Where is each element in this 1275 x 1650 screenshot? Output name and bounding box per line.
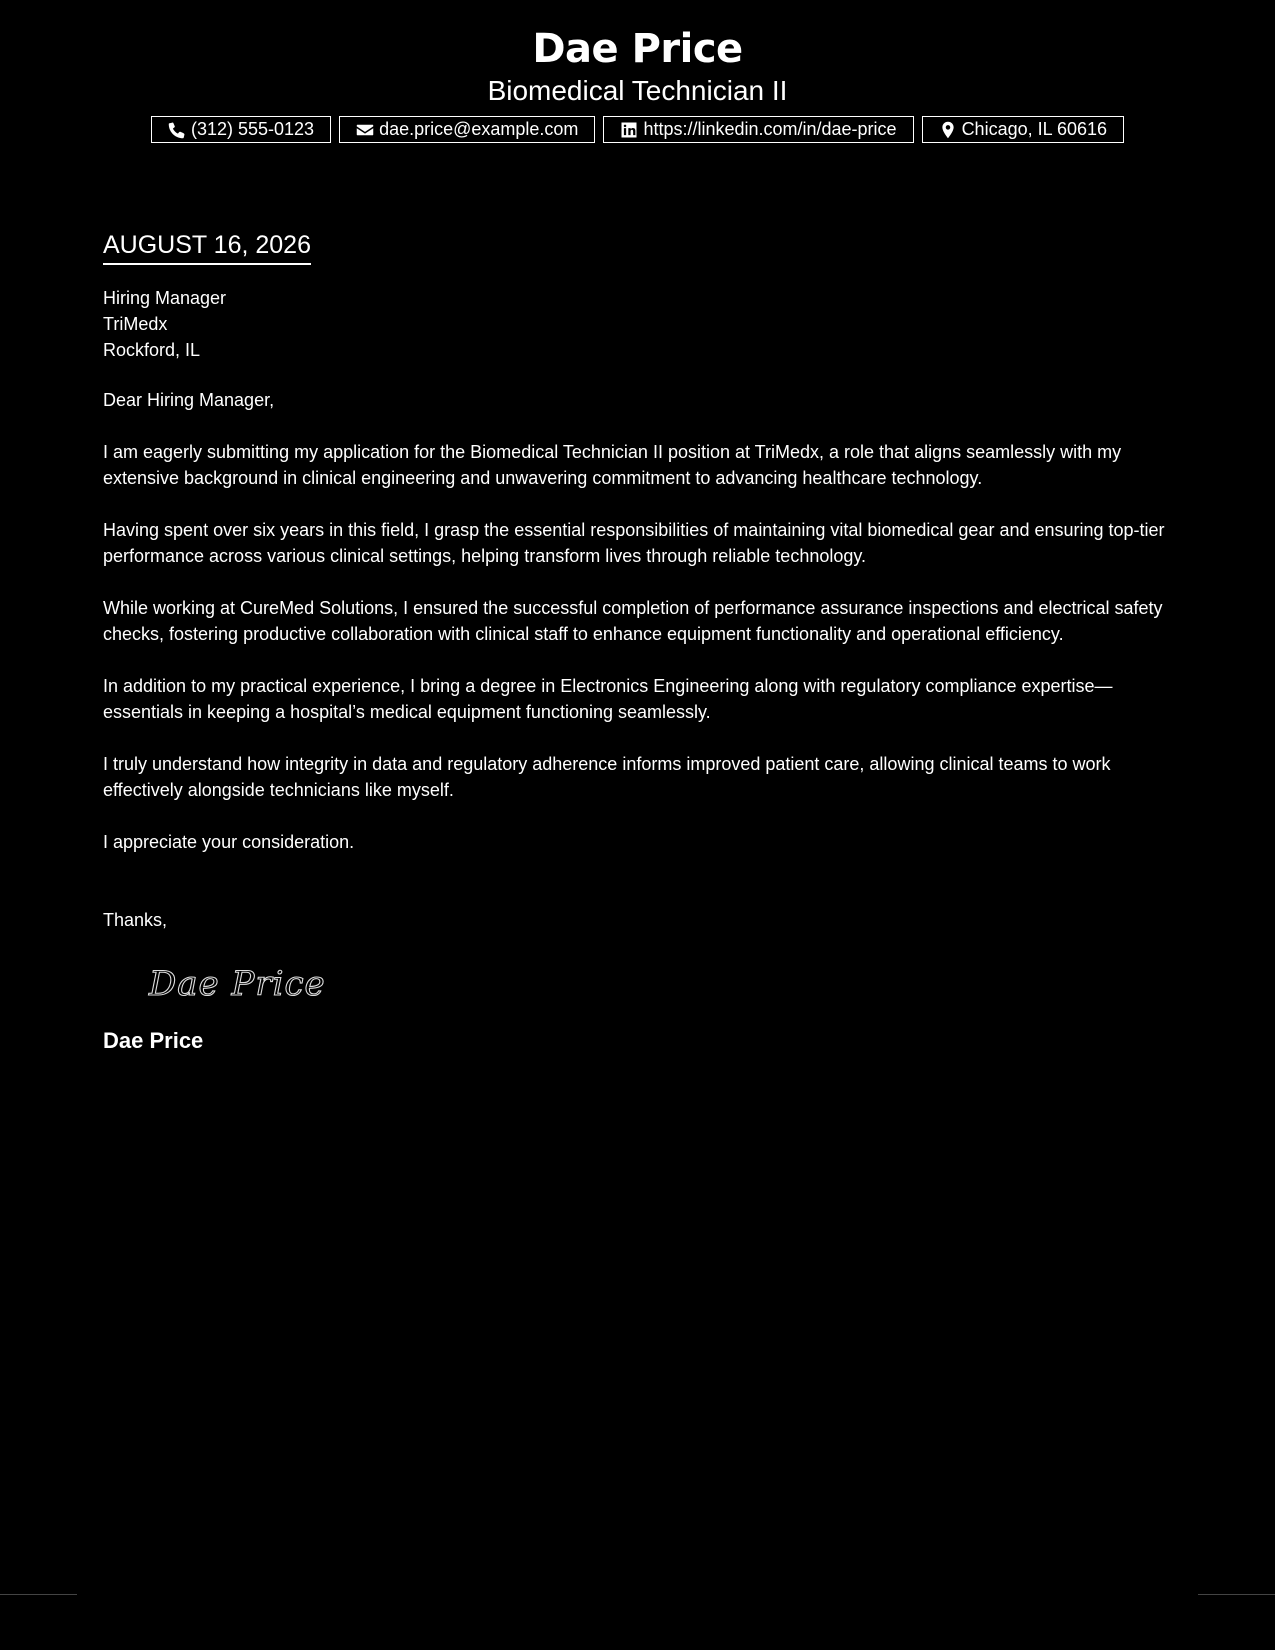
linkedin-text: https://linkedin.com/in/dae-price [643,119,897,139]
linkedin-icon [620,121,638,139]
closing: Thanks, [103,910,168,930]
contact-bar [0,116,1275,143]
location-text: Chicago, IL 60616 [961,119,1108,139]
letter-header [0,24,1275,143]
signature-text: Dae Price [149,964,326,1004]
body-paragraph: While working at CureMed Solutions, I ensured the successful completion of performance assurance inspections and electrical safety checks, fostering productive collaboration with clinical staff to enhance equipment functionality and operational efficiency. [103,598,1163,644]
body-paragraph: I truly understand how integrity in data and regulatory adherence informs improved patient care, allowing clinical teams to work effectively alongside technicians like myself. [103,754,1111,800]
salutation: Dear Hiring Manager, [103,390,275,410]
recipient-title: Hiring Manager [103,288,227,308]
letter-body [103,228,1173,1055]
phone-text: (312) 555-0123 [190,119,315,139]
footer-rule-right [1198,1594,1275,1595]
body-paragraph: I appreciate your consideration. [103,832,355,852]
phone-icon [168,121,186,139]
body-paragraph: In addition to my practical experience, I bring a degree in Electronics Engineering along with regulatory compliance expertise—essentials in keeping a hospital’s medical equipment functioning seamlessly. [103,676,1113,722]
email-text: dae.price@example.com [379,119,579,139]
contact-phone[interactable] [151,116,331,143]
recipient-block [103,285,1173,363]
signer-name: Dae Price [103,1028,204,1053]
contact-email[interactable] [339,116,595,143]
applicant-name: Dae Price [532,26,743,72]
envelope-icon [356,121,374,139]
map-pin-icon [939,121,957,139]
signature-graphic [145,955,345,1011]
recipient-location: Rockford, IL [103,340,201,360]
handwritten-signature [145,955,1173,1011]
body-paragraph: I am eagerly submitting my application for the Biomedical Technician II position at TriMedx, a role that aligns seamlessly with my extensive background in clinical engineering and unwavering commitment to advancing healthcare technology. [103,442,1122,488]
contact-linkedin[interactable] [603,116,913,143]
contact-location[interactable] [922,116,1124,143]
recipient-company: TriMedx [103,314,168,334]
body-paragraph: Having spent over six years in this field, I grasp the essential responsibilities of maintaining vital biomedical gear and ensuring top-tier performance across various clinical settings, helping transform lives through reliable technology. [103,520,1165,566]
letter-date: AUGUST 16, 2026 [103,228,311,265]
applicant-role: Biomedical Technician II [487,75,788,106]
footer-rule-left [0,1594,77,1595]
